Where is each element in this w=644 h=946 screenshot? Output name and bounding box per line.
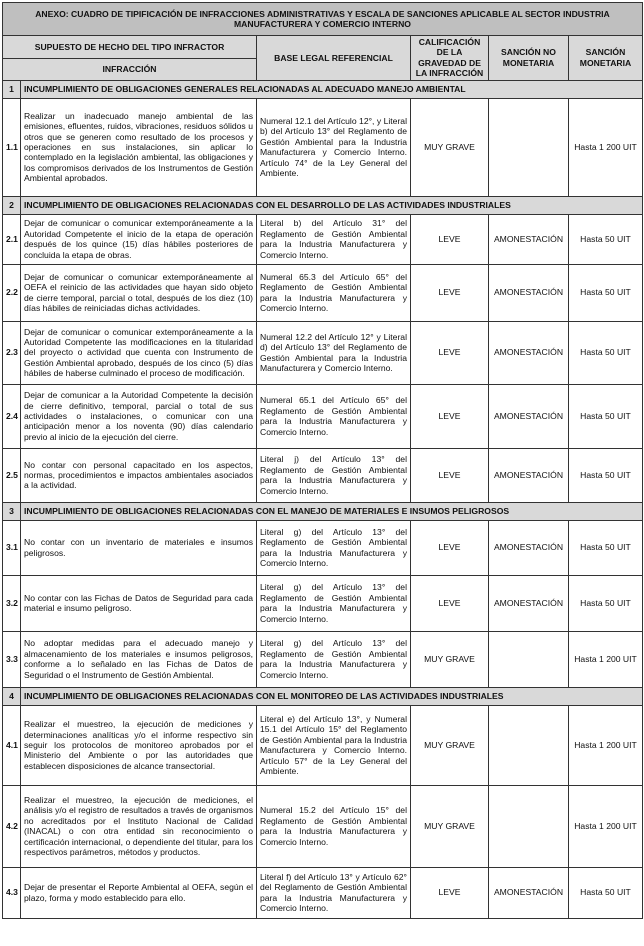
section-number: 2	[3, 196, 21, 214]
sancion-no-monetaria-value: AMONESTACIÓN	[489, 321, 569, 384]
section-number: 1	[3, 80, 21, 98]
header-infraccion: INFRACCIÓN	[3, 59, 257, 80]
row-number: 4.2	[3, 785, 21, 867]
base-legal-text: Numeral 15.2 del Artículo 15° del Reglamento de Gestión Ambiental para la Industria Manufacturera y Comercio Interno.	[257, 785, 411, 867]
base-legal-text: Literal e) del Artículo 13°, y Numeral 15.1 del Artículo 15° del Reglamento de Gestión Ambiental para la Industria Manufacturera y Comercio Interno. Artículo 57° de la Ley General del Ambiente.	[257, 705, 411, 785]
sancion-no-monetaria-value	[489, 631, 569, 687]
infraccion-text: No adoptar medidas para el adecuado manejo y almacenamiento de los materiales e insumos peligrosos, conforme a lo señalado en las Fichas de Datos de Seguridad o el Instrumento de Gestión Ambiental.	[21, 631, 257, 687]
infraccion-text: Dejar de presentar el Reporte Ambiental al OEFA, según el plazo, forma y modo establecido para ello.	[21, 867, 257, 918]
sancion-no-monetaria-value: AMONESTACIÓN	[489, 448, 569, 502]
sancion-monetaria-value: Hasta 50 UIT	[569, 448, 643, 502]
row-number: 4.1	[3, 705, 21, 785]
row-number: 4.3	[3, 867, 21, 918]
table-row	[3, 631, 643, 687]
section-header-row	[3, 80, 643, 98]
row-number: 3.3	[3, 631, 21, 687]
infraccion-text: Dejar de comunicar o comunicar extemporáneamente al OEFA el reinicio de las actividades que hayan sido objeto de cierre temporal, parcial o total, después de los diez (10) días hábiles de reiniciadas dichas actividades.	[21, 264, 257, 321]
calificacion-value: MUY GRAVE	[411, 631, 489, 687]
header-supuesto: SUPUESTO DE HECHO DEL TIPO INFRACTOR	[3, 36, 257, 59]
base-legal-text: Literal b) del Artículo 31° del Reglamento de Gestión Ambiental para la Industria Manufacturera y Comercio Interno.	[257, 214, 411, 264]
sancion-no-monetaria-value: AMONESTACIÓN	[489, 214, 569, 264]
header-sancion-no-monetaria: SANCIÓN NO MONETARIA	[489, 36, 569, 81]
base-legal-text: Literal g) del Artículo 13° del Reglamento de Gestión Ambiental para la Industria Manufacturera y Comercio Interno.	[257, 520, 411, 575]
table-row	[3, 264, 643, 321]
page-title: ANEXO: CUADRO DE TIPIFICACIÓN DE INFRACCIONES ADMINISTRATIVAS Y ESCALA DE SANCIONES APLICABLE AL SECTOR INDUSTRIA MANUFACTURERA Y COMERCIO INTERNO	[3, 3, 643, 36]
sancion-monetaria-value: Hasta 50 UIT	[569, 867, 643, 918]
sancion-monetaria-value: Hasta 1 200 UIT	[569, 785, 643, 867]
infraccion-text: Realizar un inadecuado manejo ambiental de las emisiones, efluentes, ruidos, vibraciones, residuos sólidos u otros que se generen como resultado de los procesos y operaciones en sus instalaciones, sin aplicar lo contemplado en la legislación ambiental, las obligaciones y los compromisos derivados de los Instrumentos de Gestión Ambiental aprobados.	[21, 98, 257, 196]
calificacion-value: LEVE	[411, 214, 489, 264]
infraccion-text: Dejar de comunicar o comunicar extemporáneamente a la Autoridad Competente las modificaciones en la titularidad del proyecto o actividad que cuenta con Instrumento de Gestión Ambiental aprobado, después de los cinco (5) días hábiles de haberse culminado el proceso de modificación.	[21, 321, 257, 384]
sancion-no-monetaria-value	[489, 98, 569, 196]
row-number: 1.1	[3, 98, 21, 196]
sancion-no-monetaria-value: AMONESTACIÓN	[489, 867, 569, 918]
sancion-monetaria-value: Hasta 50 UIT	[569, 384, 643, 448]
row-number: 2.3	[3, 321, 21, 384]
sanctions-table	[2, 2, 643, 919]
base-legal-text: Literal j) del Artículo 13° del Reglamento de Gestión Ambiental para la Industria Manufacturera y Comercio Interno.	[257, 448, 411, 502]
section-title: INCUMPLIMIENTO DE OBLIGACIONES GENERALES RELACIONADAS AL ADECUADO MANEJO AMBIENTAL	[21, 80, 643, 98]
table-row	[3, 448, 643, 502]
table-row	[3, 321, 643, 384]
infraccion-text: Dejar de comunicar o comunicar extemporáneamente a la Autoridad Competente el inicio de la etapa de operación después de los quince (15) días hábiles posteriores de concluida la etapa de obras.	[21, 214, 257, 264]
base-legal-text: Literal g) del Artículo 13° del Reglamento de Gestión Ambiental para la Industria Manufacturera y Comercio Interno.	[257, 631, 411, 687]
base-legal-text: Numeral 65.3 del Artículo 65° del Reglamento de Gestión Ambiental para la Industria Manufacturera y Comercio Interno.	[257, 264, 411, 321]
base-legal-text: Numeral 65.1 del Artículo 65° del Reglamento de Gestión Ambiental para la Industria Manufacturera y Comercio Interno.	[257, 384, 411, 448]
sancion-no-monetaria-value: AMONESTACIÓN	[489, 264, 569, 321]
sancion-no-monetaria-value	[489, 705, 569, 785]
base-legal-text: Literal g) del Artículo 13° del Reglamento de Gestión Ambiental para la Industria Manufacturera y Comercio Interno.	[257, 575, 411, 631]
infraccion-text: Realizar el muestreo, la ejecución de mediciones y determinaciones analíticas y/o el informe respectivo sin seguir los protocolos de monitoreo aprobados por el Ministerio del Ambiente o por las autoridades que establecen disposiciones de alcance transectorial.	[21, 705, 257, 785]
infraccion-text: Realizar el muestreo, la ejecución de mediciones, el análisis y/o el registro de resultados a través de organismos no acreditados por el Instituto Nacional de Calidad (INACAL) o con otra entidad sin reconocimiento o certificación internacional, o dependiente del titular, para los respectivos parámetros, métodos y productos.	[21, 785, 257, 867]
infraccion-text: No contar con las Fichas de Datos de Seguridad para cada material e insumo peligroso.	[21, 575, 257, 631]
row-number: 2.5	[3, 448, 21, 502]
section-title: INCUMPLIMIENTO DE OBLIGACIONES RELACIONADAS CON EL DESARROLLO DE LAS ACTIVIDADES INDUSTRIALES	[21, 196, 643, 214]
sancion-monetaria-value: Hasta 1 200 UIT	[569, 705, 643, 785]
calificacion-value: LEVE	[411, 264, 489, 321]
section-header-row	[3, 687, 643, 705]
section-number: 3	[3, 502, 21, 520]
sancion-monetaria-value: Hasta 50 UIT	[569, 575, 643, 631]
infraccion-text: No contar con personal capacitado en los aspectos, normas, procedimientos e impactos ambientales asociados a la actividad.	[21, 448, 257, 502]
sancion-no-monetaria-value: AMONESTACIÓN	[489, 384, 569, 448]
row-number: 3.1	[3, 520, 21, 575]
table-row	[3, 785, 643, 867]
calificacion-value: LEVE	[411, 867, 489, 918]
table-row	[3, 384, 643, 448]
section-title: INCUMPLIMIENTO DE OBLIGACIONES RELACIONADAS CON EL MANEJO DE MATERIALES E INSUMOS PELIGROSOS	[21, 502, 643, 520]
calificacion-value: LEVE	[411, 575, 489, 631]
calificacion-value: LEVE	[411, 448, 489, 502]
calificacion-value: LEVE	[411, 520, 489, 575]
sancion-monetaria-value: Hasta 50 UIT	[569, 214, 643, 264]
section-number: 4	[3, 687, 21, 705]
calificacion-value: MUY GRAVE	[411, 98, 489, 196]
sancion-monetaria-value: Hasta 50 UIT	[569, 321, 643, 384]
row-number: 2.4	[3, 384, 21, 448]
calificacion-value: LEVE	[411, 384, 489, 448]
sancion-monetaria-value: Hasta 50 UIT	[569, 264, 643, 321]
table-row	[3, 867, 643, 918]
row-number: 3.2	[3, 575, 21, 631]
table-row	[3, 520, 643, 575]
infraccion-text: No contar con un inventario de materiales e insumos peligrosos.	[21, 520, 257, 575]
table-row	[3, 575, 643, 631]
sancion-monetaria-value: Hasta 1 200 UIT	[569, 98, 643, 196]
infraccion-text: Dejar de comunicar a la Autoridad Competente la decisión de cierre definitivo, temporal, parcial o total de sus actividades o instalaciones, o comunicar con una anticipación menor a los noventa (90) días calendario previo al inicio de la ejecución del cierre.	[21, 384, 257, 448]
sancion-no-monetaria-value: AMONESTACIÓN	[489, 575, 569, 631]
section-header-row	[3, 196, 643, 214]
calificacion-value: MUY GRAVE	[411, 785, 489, 867]
row-number: 2.2	[3, 264, 21, 321]
sancion-monetaria-value: Hasta 1 200 UIT	[569, 631, 643, 687]
sancion-no-monetaria-value: AMONESTACIÓN	[489, 520, 569, 575]
section-title: INCUMPLIMIENTO DE OBLIGACIONES RELACIONADAS CON EL MONITOREO DE LAS ACTIVIDADES INDUSTRIALES	[21, 687, 643, 705]
base-legal-text: Numeral 12.1 del Artículo 12°, y Literal b) del Artículo 13° del Reglamento de Gestión Ambiental para la Industria Manufacturera y Comercio Interno. Artículo 74° de la Ley General del Ambiente.	[257, 98, 411, 196]
header-calificacion: CALIFICACIÓN DE LA GRAVEDAD DE LA INFRACCIÓN	[411, 36, 489, 81]
base-legal-text: Numeral 12.2 del Artículo 12° y Literal d) del Artículo 13° del Reglamento de Gestión Ambiental para la Industria Manufacturera y Comercio Interno.	[257, 321, 411, 384]
calificacion-value: MUY GRAVE	[411, 705, 489, 785]
base-legal-text: Literal f) del Artículo 13° y Artículo 62° del Reglamento de Gestión Ambiental para la Industria Manufacturera y Comercio Interno.	[257, 867, 411, 918]
sancion-monetaria-value: Hasta 50 UIT	[569, 520, 643, 575]
calificacion-value: LEVE	[411, 321, 489, 384]
header-base-legal: BASE LEGAL REFERENCIAL	[257, 36, 411, 81]
header-sancion-monetaria: SANCIÓN MONETARIA	[569, 36, 643, 81]
table-row	[3, 214, 643, 264]
row-number: 2.1	[3, 214, 21, 264]
table-row	[3, 98, 643, 196]
sancion-no-monetaria-value	[489, 785, 569, 867]
table-row	[3, 705, 643, 785]
section-header-row	[3, 502, 643, 520]
